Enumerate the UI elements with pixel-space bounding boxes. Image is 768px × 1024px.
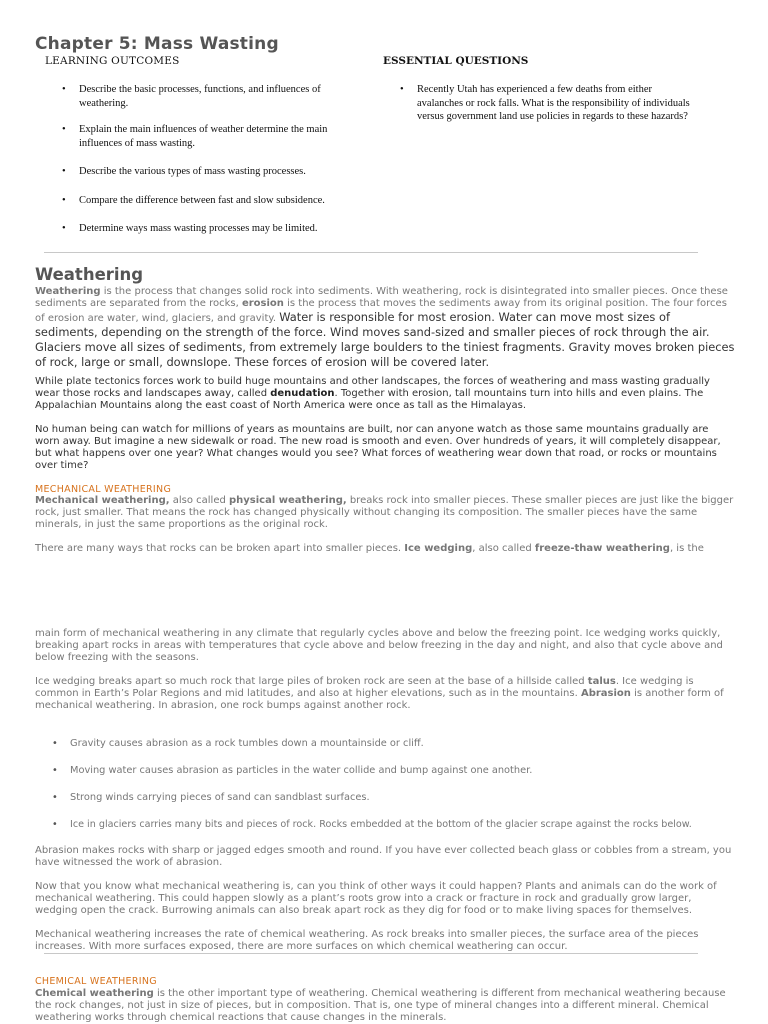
list-item-text: Ice in glaciers carries many bits and pieces of rock. Rocks embedded at the bottom of the glacier scrape against the rocks below. (70, 819, 692, 830)
list-item: • Explain the main influences of weather determine the main influences of mass wasting. (62, 123, 362, 150)
mechanical-paragraph-6: Now that you know what mechanical weathering is, can you think of other ways it could happen? Plants and animals can do the work of mechanical weathering. This could happen slowly as a plant’s roots grow into a crack or fracture in rock and gradually grow larger, wedging open the crack. Burrowing animals can also break apart rock as they dig for food or to make living spaces for themselves. (35, 881, 717, 916)
text-run: . Ice wedging is common in Earth’s Polar Regions and mid latitudes, and also at higher elevations, such as in the mountains. (35, 676, 694, 699)
term-physical-weathering: physical weathering, (229, 495, 347, 506)
mechanical-paragraph-4 (35, 676, 735, 712)
text-run: is the other important type of weathering. Chemical weathering is different from mechanical weathering because the rock changes, not just in size of pieces, but in composition. That is, one type of mineral changes into a different mineral. Chemical weathering works through chemical reactions that cause changes in the minerals. (35, 988, 726, 1023)
text-run: also called (169, 495, 229, 506)
text-run: is another form of mechanical weathering. In abrasion, one rock bumps against another rock. (35, 688, 724, 711)
mechanical-weathering-heading: MECHANICAL WEATHERING (35, 484, 172, 495)
list-item (52, 792, 370, 803)
denudation-paragraph (35, 376, 735, 412)
text-run: is the process that moves the sediments away from its original position. The four forces of erosion are water, wind, glaciers, and gravity. (35, 298, 727, 324)
mechanical-paragraph-2 (35, 543, 735, 555)
term-abrasion: Abrasion (580, 688, 631, 699)
essential-questions-heading: ESSENTIAL QUESTIONS (383, 55, 529, 67)
term-talus: talus (587, 676, 616, 687)
list-item (52, 765, 533, 776)
list-item: • Compare the difference between fast and slow subsidence. (62, 194, 362, 208)
list-item: • Describe the basic processes, functions, and influences of weathering. (62, 83, 362, 110)
list-item (52, 819, 692, 830)
learning-outcomes-heading: LEARNING OUTCOMES (45, 55, 180, 67)
list-item-text: Strong winds carrying pieces of sand can sandblast surfaces. (70, 792, 370, 803)
chemical-paragraph-1 (35, 988, 735, 1024)
list-item-text: Moving water causes abrasion as particles in the water collide and bump against one another. (70, 765, 533, 776)
term-erosion: erosion (241, 298, 284, 309)
text-run: While plate tectonics forces work to build huge mountains and other landscapes, the forces of weathering and mass wasting gradually wear those rocks and landscapes away, called (35, 376, 710, 399)
text-run: is the process that changes solid rock into sediments. With weathering, rock is disintegrated into smaller pieces. Once these sediments are separated from the rocks, (35, 286, 728, 309)
list-item: • Determine ways mass wasting processes may be limited. (62, 222, 362, 236)
divider (44, 252, 698, 253)
text-run: Water is responsible for most erosion. Water can move most sizes of sediments, depending on the strength of the force. Wind moves sand-sized and smaller pieces of rock through the air. Glaciers move all sizes of sediments, from extremely large boulders to the tiniest fragments. Gravity moves broken pieces of rock, large or small, downslope. These forces of erosion will be covered later. (35, 310, 735, 369)
learning-outcomes-list (62, 83, 362, 236)
bullet-icon: • (52, 819, 58, 830)
text-run: Ice wedging breaks apart so much rock that large piles of broken rock are seen at the base of a hillside called (35, 676, 588, 687)
term-chemical-weathering: Chemical weathering (35, 988, 154, 999)
mechanical-paragraph-5: Abrasion makes rocks with sharp or jagged edges smooth and round. If you have ever collected beach glass or cobbles from a stream, you have witnessed the work of abrasion. (35, 845, 732, 868)
term-freeze-thaw: freeze-thaw weathering (534, 543, 670, 554)
mechanical-paragraph-7: Mechanical weathering increases the rate of chemical weathering. As rock breaks into smaller pieces, the surface area of the pieces increases. With more surfaces exposed, there are more surfaces on which chemical weathering can occur. (35, 929, 699, 952)
chapter-title: Chapter 5: Mass Wasting (35, 34, 279, 54)
weathering-intro-paragraph (35, 286, 735, 370)
bullet-icon: • (52, 738, 58, 749)
text-run: . Together with erosion, tall mountains turn into hills and even plains. The Appalachian Mountains along the east coast of North America were once as tall as the Himalayas. (35, 388, 704, 411)
term-denudation: denudation (270, 388, 335, 399)
bullet-icon: • (52, 765, 58, 776)
list-item (52, 738, 424, 749)
section-title-weathering: Weathering (35, 265, 144, 284)
mechanical-paragraph-1 (35, 495, 735, 531)
bullet-icon: • (52, 792, 58, 803)
text-run: breaks rock into smaller pieces. These smaller pieces are just like the bigger rock, just smaller. That means the rock has changed physically without changing its composition. The smaller pieces have the same minerals, in just the same proportions as the original rock. (35, 495, 734, 530)
essential-questions-list (400, 83, 700, 124)
mechanical-paragraph-3: main form of mechanical weathering in any climate that regularly cycles above and below the freezing point. Ice wedging works quickly, breaking apart rocks in areas with temperatures that cycle above and below freezing in the day and night, and also that cycle above and below freezing with the seasons. (35, 628, 723, 663)
list-item: • Recently Utah has experienced a few deaths from either avalanches or rock falls. What is the responsibility of individuals versus government land use policies in regards to these hazards? (400, 83, 700, 124)
road-paragraph: No human being can watch for millions of years as mountains are built, nor can anyone watch as those same mountains gradually are worn away. But imagine a new sidewalk or road. The new road is smooth and even. Over hundreds of years, it will completely disappear, but what happens over one year? What changes would you see? What forces of weathering wear down that road, or rocks or mountains over time? (35, 424, 721, 471)
text-run: There are many ways that rocks can be broken apart into smaller pieces. (35, 543, 405, 554)
term-mechanical-weathering: Mechanical weathering, (35, 495, 170, 506)
text-run: , also called (472, 543, 535, 554)
chemical-weathering-heading: CHEMICAL WEATHERING (35, 976, 157, 987)
list-item-text: Gravity causes abrasion as a rock tumbles down a mountainside or cliff. (70, 738, 424, 749)
divider (44, 953, 698, 954)
list-item: • Describe the various types of mass wasting processes. (62, 165, 362, 179)
term-weathering: Weathering (35, 286, 101, 297)
text-run: , is the (669, 543, 704, 554)
term-ice-wedging: Ice wedging (404, 543, 473, 554)
